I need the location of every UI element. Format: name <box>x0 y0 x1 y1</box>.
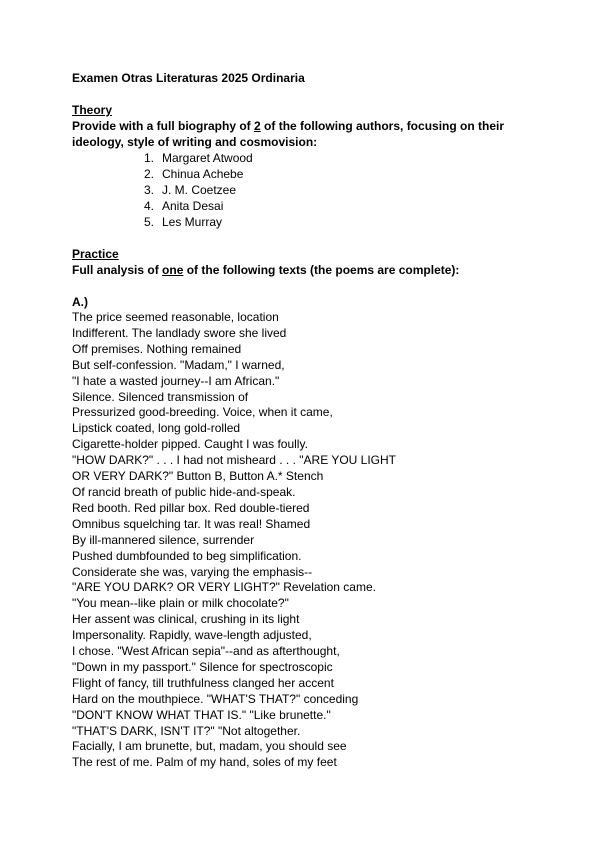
poem-line: "You mean--like plain or milk chocolate?" <box>72 596 289 611</box>
author-name: J. M. Coetzee <box>162 183 237 197</box>
poem-line: OR VERY DARK?" Button B, Button A.* Stench <box>72 469 324 484</box>
poem-line: Red booth. Red pillar box. Red double-tiered <box>72 500 310 515</box>
list-number: 4. <box>144 199 155 213</box>
poem-text <box>72 310 542 771</box>
poem-line: The rest of me. Palm of my hand, soles of my feet <box>72 755 337 770</box>
poem-line: "Down in my passport." Silence for spectroscopic <box>72 659 333 674</box>
poem-line: I chose. "West African sepia"--and as afterthought, <box>72 644 340 659</box>
list-item <box>144 166 542 182</box>
list-number: 3. <box>144 183 155 197</box>
poem-line: "ARE YOU DARK? OR VERY LIGHT?" Revelation came. <box>72 580 376 595</box>
list-item <box>144 198 542 214</box>
poem-line: Impersonality. Rapidly, wave-length adjusted, <box>72 628 312 643</box>
theory-instruction-number: 2 <box>254 119 261 133</box>
practice-instruction-key: one <box>162 263 184 277</box>
list-number: 2. <box>144 167 155 181</box>
poem-line: "THAT'S DARK, ISN'T IT?" "Not altogether. <box>72 723 301 738</box>
practice-instruction <box>72 262 542 278</box>
poem-line: Pushed dumbfounded to beg simplification. <box>72 548 302 563</box>
poem-line: Of rancid breath of public hide-and-speak. <box>72 484 296 499</box>
poem-line: "HOW DARK?" . . . I had not misheard . . . "ARE YOU LIGHT <box>72 453 396 468</box>
document-page <box>72 70 542 771</box>
poem-line: Silence. Silenced transmission of <box>72 389 249 404</box>
poem-line: The price seemed reasonable, location <box>72 310 279 324</box>
author-name: Chinua Achebe <box>162 167 244 181</box>
poem-line: Pressurized good-breeding. Voice, when it came, <box>72 405 333 420</box>
poem-line: Off premises. Nothing remained <box>72 341 242 356</box>
poem-line: Facially, I am brunette, but, madam, you should see <box>72 739 347 754</box>
list-number: 5. <box>144 215 155 229</box>
theory-instruction <box>72 118 542 150</box>
document-title: Examen Otras Literaturas 2025 Ordinaria <box>72 71 305 85</box>
poem-line: Her assent was clinical, crushing in its light <box>72 612 300 627</box>
practice-instruction-pre: Full analysis of <box>72 263 163 277</box>
poem-line: "I hate a wasted journey--I am African." <box>72 373 280 388</box>
poem-line: By ill-mannered silence, surrender <box>72 532 255 547</box>
list-number: 1. <box>144 151 155 165</box>
poem-line: Indifferent. The landlady swore she lived <box>72 325 287 340</box>
theory-instruction-post: of the following authors, focusing on their ideology, style of writing and cosmovision: <box>72 119 505 149</box>
practice-heading: Practice <box>72 247 119 261</box>
practice-instruction-post: of the following texts (the poems are complete): <box>183 263 460 277</box>
poem-line: Considerate she was, varying the emphasis-- <box>72 564 313 579</box>
theory-instruction-pre: Provide with a full biography of <box>72 119 255 133</box>
author-name: Margaret Atwood <box>162 151 253 165</box>
poem-line: Flight of fancy, till truthfulness clanged her accent <box>72 675 334 690</box>
poem-line: But self-confession. "Madam," I warned, <box>72 357 285 372</box>
authors-list <box>72 150 542 230</box>
poem-line: Omnibus squelching tar. It was real! Shamed <box>72 516 311 531</box>
list-item <box>144 182 542 198</box>
author-name: Les Murray <box>162 215 223 229</box>
theory-heading: Theory <box>72 103 113 117</box>
poem-line: Lipstick coated, long gold-rolled <box>72 421 241 436</box>
list-item <box>144 214 542 230</box>
text-a-label: A.) <box>72 295 88 309</box>
poem-line: Hard on the mouthpiece. "WHAT'S THAT?" conceding <box>72 691 359 706</box>
poem-line: Cigarette-holder pipped. Caught I was foully. <box>72 437 308 452</box>
poem-line: "DON'T KNOW WHAT THAT IS." "Like brunette." <box>72 707 331 722</box>
list-item <box>144 150 542 166</box>
author-name: Anita Desai <box>162 199 224 213</box>
